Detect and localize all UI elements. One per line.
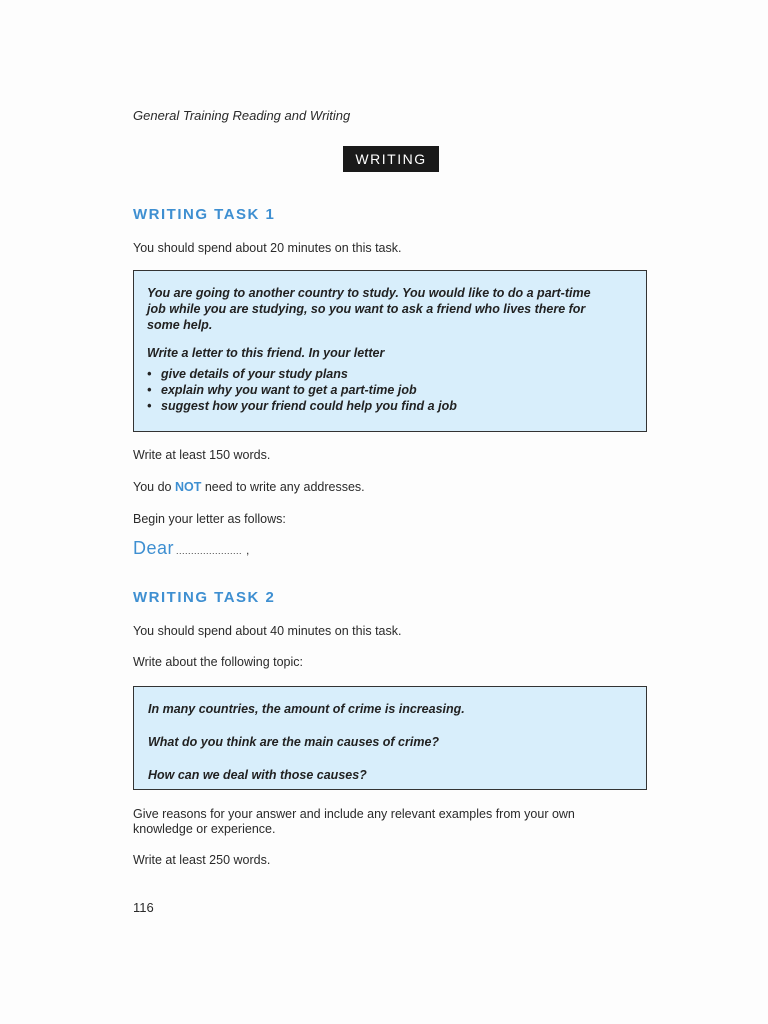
task2-statement: In many countries, the amount of crime is increasing. xyxy=(148,702,465,716)
task2-topic-intro: Write about the following topic: xyxy=(133,655,304,669)
bullet-icon: • xyxy=(147,399,152,413)
task2-time-note: You should spend about 40 minutes on this task. xyxy=(133,624,402,638)
task1-bullet-item xyxy=(147,366,634,382)
task1-bullet-list xyxy=(147,366,634,414)
task1-bullet-item xyxy=(147,398,634,414)
task1-prompt-box xyxy=(133,270,647,432)
bullet-text: explain why you want to get a part-time job xyxy=(161,383,417,397)
task1-heading: WRITING TASK 1 xyxy=(133,206,276,223)
task2-reasons xyxy=(133,807,575,837)
task2-word-count: Write at least 250 words. xyxy=(133,853,271,867)
address-note-after: need to write any addresses. xyxy=(201,480,365,494)
task1-intro-line: You are going to another country to study. You would like to do a part-time xyxy=(147,286,591,300)
task2-question-1: What do you think are the main causes of crime? xyxy=(148,735,440,749)
salutation-dots: ...................... xyxy=(176,546,243,556)
task1-intro-line: job while you are studying, so you want to ask a friend who lives there for xyxy=(147,302,586,316)
task1-intro-line: some help. xyxy=(147,318,213,332)
task1-word-count: Write at least 150 words. xyxy=(133,448,271,462)
task2-reasons-line: Give reasons for your answer and include any relevant examples from your own xyxy=(133,807,575,821)
task2-heading: WRITING TASK 2 xyxy=(133,589,276,606)
bullet-text: suggest how your friend could help you find a job xyxy=(161,399,457,413)
address-note-before: You do xyxy=(133,480,175,494)
bullet-icon: • xyxy=(147,367,152,381)
task1-prompt-intro xyxy=(147,285,634,333)
section-banner: WRITING xyxy=(343,146,439,172)
task1-begin-note: Begin your letter as follows: xyxy=(133,512,286,526)
task2-question-2: How can we deal with those causes? xyxy=(148,768,367,782)
task2-prompt-box xyxy=(133,686,647,790)
bullet-icon: • xyxy=(147,383,152,397)
address-note-emphasis: NOT xyxy=(174,480,202,494)
bullet-text: give details of your study plans xyxy=(161,367,348,381)
task1-address-note xyxy=(133,480,365,494)
salutation-comma: , xyxy=(246,543,250,557)
task1-time-note: You should spend about 20 minutes on this task. xyxy=(133,241,402,255)
task1-bullet-item xyxy=(147,382,634,398)
task1-instruction: Write a letter to this friend. In your letter xyxy=(147,346,385,360)
task2-reasons-line: knowledge or experience. xyxy=(133,822,276,836)
salutation-word: Dear xyxy=(133,538,175,558)
page-number: 116 xyxy=(133,900,154,915)
page-header: General Training Reading and Writing xyxy=(133,108,351,123)
salutation-line xyxy=(133,538,249,559)
